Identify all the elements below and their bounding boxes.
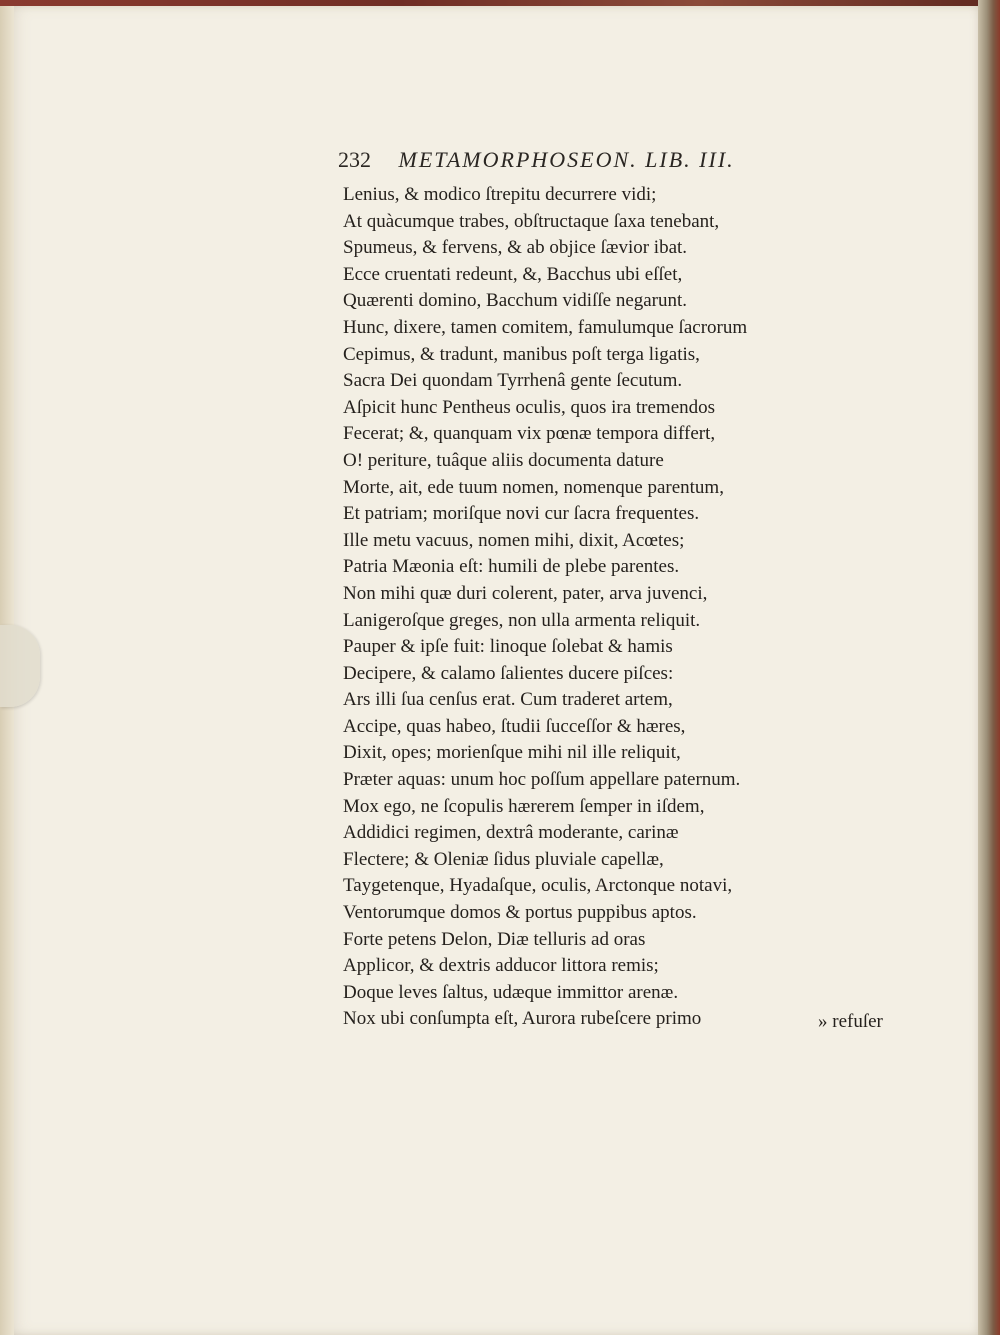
verse-line: Addidici regimen, dextrâ moderante, carinæ (343, 822, 679, 844)
verse-line: Taygetenque, Hyadaſque, oculis, Arctonque notavi, (343, 875, 733, 897)
verse-line: Dixit, opes; morienſque mihi nil ille reliquit, (343, 742, 681, 764)
page-title: METAMORPHOSEON. LIB. III. (398, 147, 735, 172)
verse-list (343, 182, 747, 1033)
verse-line: Pauper & ipſe fuit: linoque ſolebat & hamis (343, 636, 673, 658)
verse-line: Accipe, quas habeo, ſtudii ſucceſſor & hæres, (343, 715, 686, 737)
verse-line: Morte, ait, ede tuum nomen, nomenque parentum, (343, 476, 724, 498)
verse-line: Lenius, & modico ſtrepitu decurrere vidi; (343, 184, 657, 205)
verse-line: Quærenti domino, Bacchum vidiſſe negarunt. (343, 290, 688, 312)
verse-line: Ventorumque domos & portus puppibus aptos. (343, 902, 697, 924)
verse-line: Aſpicit hunc Pentheus oculis, quos ira tremendos (343, 396, 716, 418)
verse-line: Spumeus, & fervens, & ab objice ſævior ibat. (343, 237, 688, 259)
verse-line: Præter aquas: unum hoc poſſum appellare paternum. (343, 769, 741, 791)
verse-line: Non mihi quæ duri colerent, pater, arva juvenci, (343, 582, 708, 604)
verse-line: Decipere, & calamo ſalientes ducere piſces: (343, 662, 674, 684)
verse-line: Cepimus, & tradunt, manibus poſt terga ligatis, (343, 343, 700, 365)
page-clip-mark (0, 625, 40, 707)
verse-line: Ars illi ſua cenſus erat. Cum traderet artem, (343, 689, 673, 711)
verse-line: Ille metu vacuus, nomen mihi, dixit, Acœtes; (343, 529, 685, 551)
verse-line: Mox ego, ne ſcopulis hærerem ſemper in iſdem, (343, 795, 705, 817)
verse-line: Applicor, & dextris adducor littora remis; (343, 955, 659, 977)
catchword: » refuſer (818, 1011, 883, 1032)
running-head (338, 147, 735, 173)
verse-line: O! periture, tuâque aliis documenta dature (343, 449, 664, 471)
verse-line: Ecce cruentati redeunt, &, Bacchus ubi eſſet, (343, 263, 683, 285)
verse-line: Lanigeroſque greges, non ulla armenta reliquit. (343, 609, 701, 631)
verse-line: Hunc, dixere, tamen comitem, famulumque ſacrorum (343, 316, 748, 338)
verse-line: Fecerat; &, quanquam vix pœnæ tempora differt, (343, 423, 716, 445)
verse-line: Nox ubi conſumpta eſt, Aurora rubeſcere primo (343, 1008, 702, 1030)
verse-line: Doque leves ſaltus, udæque immittor arenæ. (343, 981, 679, 1003)
verse-line: Sacra Dei quondam Tyrrhenâ gente ſecutum. (343, 370, 683, 392)
page-stack-edge (978, 0, 1000, 1335)
page-number: 232 (338, 147, 371, 172)
verse-line: At quàcumque trabes, obſtructaque ſaxa tenebant, (343, 210, 720, 232)
verse-line: Forte petens Delon, Diæ telluris ad oras (343, 928, 646, 950)
verse-line: Et patriam; moriſque novi cur ſacra frequentes. (343, 503, 700, 525)
verse-line: Flectere; & Oleniæ ſidus pluviale capellæ, (343, 848, 664, 870)
verse-line: Patria Mæonia eſt: humili de plebe parentes. (343, 556, 680, 578)
